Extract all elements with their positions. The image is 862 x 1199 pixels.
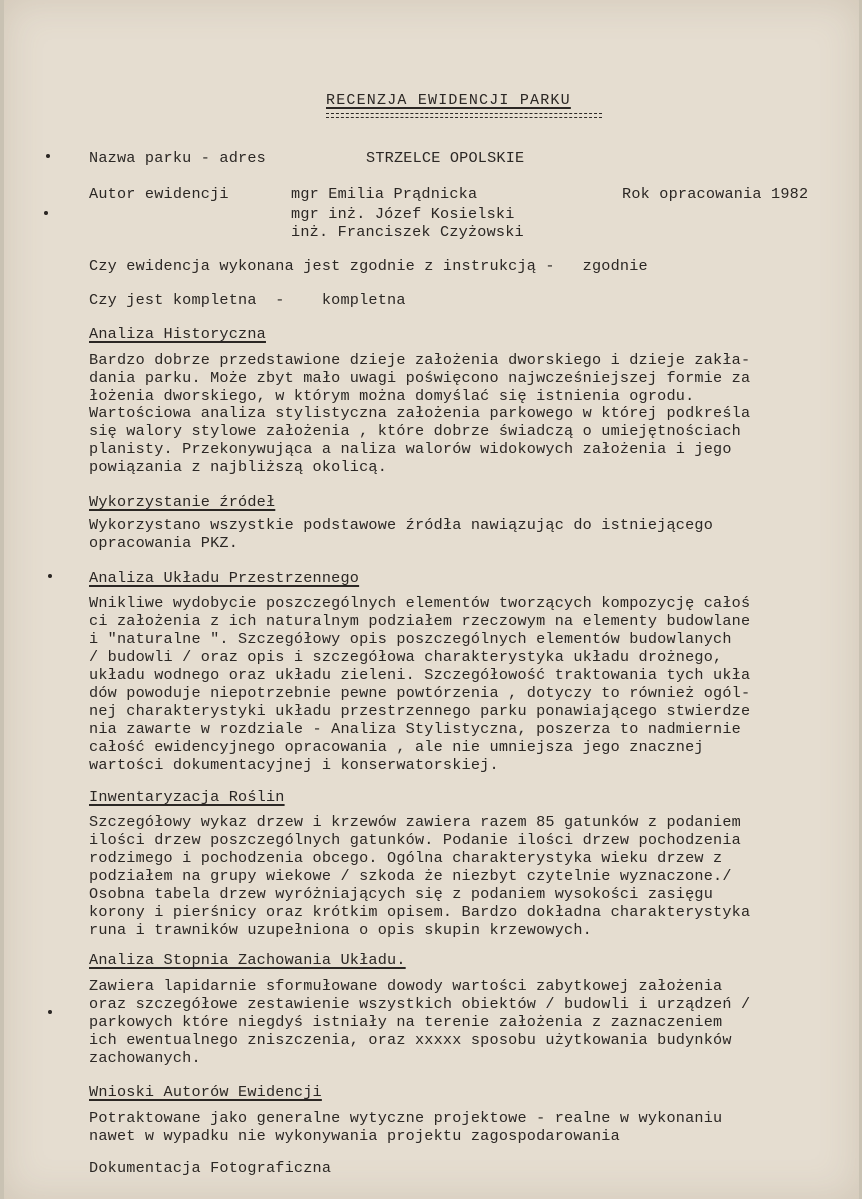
section-line: nia zawarte w rozdziale - Analiza Stylistyczna, poszerza to nadmiernie	[89, 720, 741, 738]
section-line: Szczegółowy wykaz drzew i krzewów zawiera razem 85 gatunków z podaniem	[89, 813, 741, 831]
section-heading: Analiza Układu Przestrzennego	[89, 569, 360, 587]
section-line: nawet w wypadku nie wykonywania projektu zagospodarowania	[89, 1127, 620, 1145]
footer-heading: Dokumentacja Fotograficzna	[89, 1159, 332, 1177]
section-line: dania parku. Może zbyt mało uwagi poświęcono najwcześniejszej formie za	[89, 369, 751, 387]
margin-mark	[46, 154, 50, 158]
section-line: podziałem na grupy wiekowe / szkoda że niezbyt czytelnie wyznaczone./	[89, 867, 732, 885]
section-line: i "naturalne ". Szczegółowy opis poszczególnych elementów budowlanych	[89, 630, 732, 648]
section-line: Wnikliwe wydobycie poszczególnych elementów tworzących kompozycję całoś	[89, 594, 751, 612]
section-line: Osobna tabela drzew wyróżniających się z podaniem wysokości zasięgu	[89, 885, 714, 903]
section-line: całość ewidencyjnego opracowania , ale nie umniejsza jego znacznej	[89, 738, 704, 756]
section-line: dów powoduje niepotrzebnie pewne powtórzenia , dotyczy to również ogól-	[89, 684, 751, 702]
section-line: Zawiera lapidarnie sformułowane dowody wartości zabytkowej założenia	[89, 977, 723, 995]
year-label: Rok opracowania 1982	[622, 185, 809, 203]
section-heading: Analiza Historyczna	[89, 325, 266, 343]
section-line: runa i trawników uzupełniona o opis skupin krzewowych.	[89, 921, 592, 939]
section-heading: Wnioski Autorów Ewidencji	[89, 1083, 322, 1101]
section-heading: Analiza Stopnia Zachowania Układu.	[89, 951, 406, 969]
section-line: Wartościowa analiza stylistyczna założenia parkowego w której podkreśla	[89, 404, 751, 422]
author-line: mgr inż. Józef Kosielski	[291, 205, 515, 223]
section-line: rodzimego i pochodzenia obcego. Ogólna charakterystyka wieku drzew z	[89, 849, 723, 867]
section-line: Wykorzystano wszystkie podstawowe źródła nawiązując do istniejącego	[89, 516, 714, 534]
section-line: nej charakterystyki układu przestrzennego parku ponawiającego stwierdze	[89, 702, 751, 720]
margin-mark	[48, 1010, 52, 1014]
document-page	[4, 0, 859, 1199]
section-line: ich ewentualnego zniszczenia, oraz xxxxx sposobu użytkowania budynków	[89, 1031, 732, 1049]
section-line: łożenia dworskiego, w którym można domyślać się istnienia ogrodu.	[89, 387, 695, 405]
conformity-line: Czy ewidencja wykonana jest zgodnie z instrukcją - zgodnie	[89, 257, 648, 275]
park-label: Nazwa parku - adres	[89, 149, 266, 167]
section-line: układu wodnego oraz układu zieleni. Szczegółowość traktowania tych ukła	[89, 666, 751, 684]
section-line: opracowania PKZ.	[89, 534, 239, 552]
section-line: planisty. Przekonywująca a naliza walorów widokowych założenia i jego	[89, 440, 732, 458]
margin-mark	[44, 211, 48, 215]
section-line: oraz szczegółowe zestawienie wszystkich obiektów / budowli i urządzeń /	[89, 995, 751, 1013]
section-line: korony i pierśnicy oraz krótkim opisem. Bardzo dokładna charakterystyka	[89, 903, 751, 921]
park-value: STRZELCE OPOLSKIE	[366, 149, 525, 167]
section-line: parkowych które niegdyś istniały na terenie założenia z zaznaczeniem	[89, 1013, 723, 1031]
section-heading: Wykorzystanie źródeł	[89, 493, 276, 511]
section-line: ci założenia z ich naturalnym podziałem rzeczowym na elementy budowlane	[89, 612, 751, 630]
margin-mark	[48, 574, 52, 578]
document-title: RECENZJA EWIDENCJI PARKU	[326, 92, 571, 109]
author-label: Autor ewidencji	[89, 185, 229, 203]
completeness-line: Czy jest kompletna - kompletna	[89, 291, 406, 309]
section-line: wartości dokumentacyjnej i konserwatorskiej.	[89, 756, 499, 774]
section-line: zachowanych.	[89, 1049, 201, 1067]
section-line: powiązania z najbliższą okolicą.	[89, 458, 388, 476]
author-line: inż. Franciszek Czyżowski	[291, 223, 524, 241]
section-line: Potraktowane jako generalne wytyczne projektowe - realne w wykonaniu	[89, 1109, 723, 1127]
section-line: Bardzo dobrze przedstawione dzieje założenia dworskiego i dzieje zakła-	[89, 351, 751, 369]
title-double-underline	[326, 113, 602, 118]
section-line: się walory stylowe założenia , które dobrze świadczą o umiejętnościach	[89, 422, 741, 440]
section-line: / budowli / oraz opis i szczegółowa charakterystyka układu drożnego,	[89, 648, 723, 666]
section-line: ilości drzew poszczególnych gatunków. Podanie ilości drzew pochodzenia	[89, 831, 741, 849]
author-line: mgr Emilia Prądnicka	[291, 185, 478, 203]
section-heading: Inwentaryzacja Roślin	[89, 788, 285, 806]
